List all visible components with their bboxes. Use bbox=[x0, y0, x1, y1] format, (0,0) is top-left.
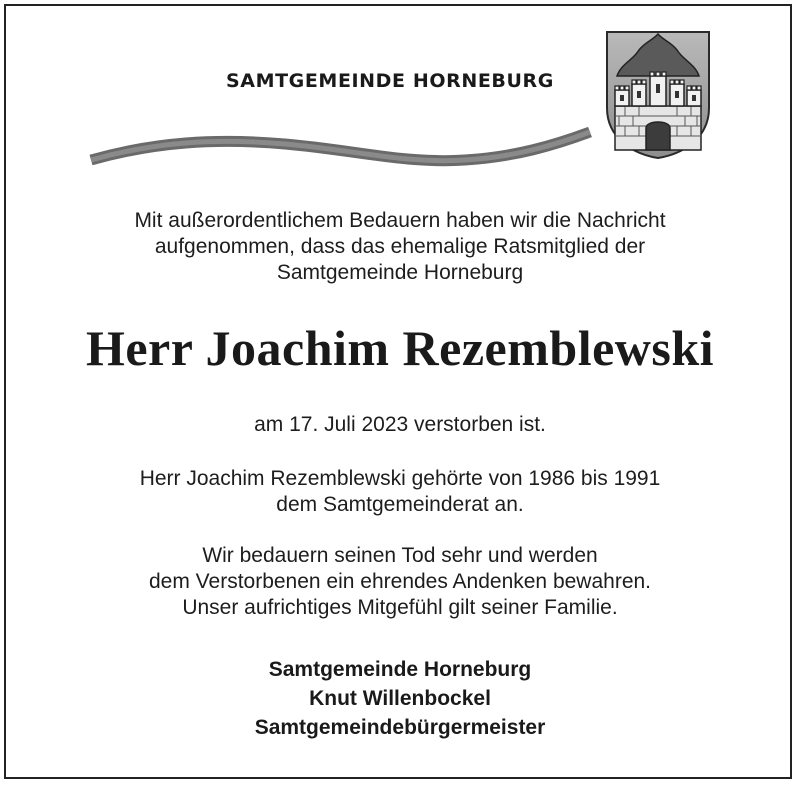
service-line: dem Samtgemeinderat an. bbox=[276, 493, 524, 516]
signature-block bbox=[30, 655, 770, 742]
service-line: Herr Joachim Rezemblewski gehörte von 1986 bis 1991 bbox=[139, 467, 661, 490]
condolence-line: Unser aufrichtiges Mitgefühl gilt seiner Familie. bbox=[182, 596, 618, 619]
signature-organization: Samtgemeinde Horneburg bbox=[268, 658, 532, 681]
wave-decoration bbox=[85, 120, 595, 180]
intro-line: aufgenommen, dass das ehemalige Ratsmitglied der bbox=[154, 235, 646, 258]
condolence-line: Wir bedauern seinen Tod sehr und werden bbox=[202, 544, 598, 567]
service-text bbox=[30, 466, 770, 518]
intro-text bbox=[30, 208, 770, 286]
coat-of-arms-icon bbox=[603, 28, 713, 160]
death-date-text bbox=[30, 412, 770, 438]
deceased-name: Herr Joachim Rezemblewski bbox=[85, 320, 715, 376]
intro-line: Samtgemeinde Horneburg bbox=[276, 261, 524, 284]
condolence-line: dem Verstorbenen ein ehrendes Andenken bewahren. bbox=[148, 570, 652, 593]
intro-line: Mit außerordentlichem Bedauern haben wir die Nachricht bbox=[134, 209, 666, 232]
signature-person: Knut Willenbockel bbox=[309, 687, 491, 710]
condolence-text bbox=[30, 543, 770, 621]
signature-title: Samtgemeindebürgermeister bbox=[254, 716, 546, 739]
organization-header: SAMTGEMEINDE HORNEBURG bbox=[226, 70, 554, 92]
death-date-line: am 17. Juli 2023 verstorben ist. bbox=[254, 413, 546, 436]
